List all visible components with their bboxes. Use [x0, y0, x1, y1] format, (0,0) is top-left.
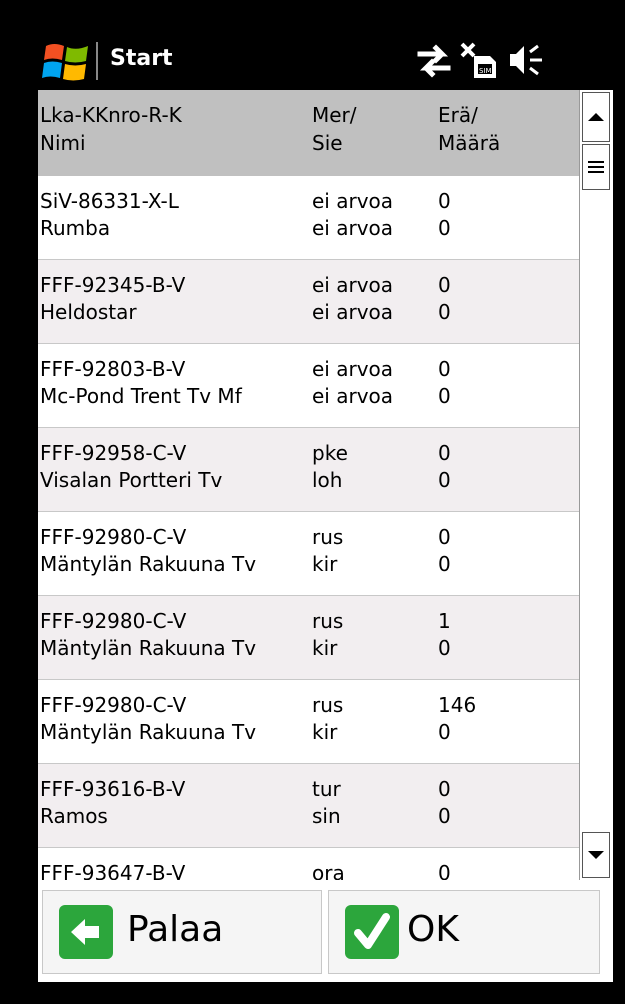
item-name: Mäntylän Rakuuna Tv — [40, 552, 257, 576]
scroll-down-button[interactable] — [582, 832, 610, 878]
item-sie: kir — [312, 636, 338, 660]
item-code: FFF-93616-B-V — [40, 777, 186, 801]
scrollbar[interactable] — [579, 90, 613, 880]
list-item[interactable] — [38, 680, 579, 764]
item-mer: rus — [312, 525, 344, 549]
item-name: Mäntylän Rakuuna Tv — [40, 636, 257, 660]
title-bar — [38, 32, 613, 90]
item-maara: 0 — [438, 468, 451, 492]
item-maara: 0 — [438, 384, 451, 408]
item-era: 0 — [438, 357, 451, 381]
item-code: FFF-93647-B-V — [40, 861, 186, 880]
item-era: 1 — [438, 609, 451, 633]
item-sie: kir — [312, 552, 338, 576]
list-item[interactable] — [38, 176, 579, 260]
item-name: Heldostar — [40, 300, 137, 324]
item-code: FFF-92980-C-V — [40, 693, 187, 717]
item-sie: kir — [312, 720, 338, 744]
speaker-icon[interactable] — [508, 42, 546, 78]
no-sim-icon[interactable] — [460, 42, 498, 80]
item-era: 146 — [438, 693, 477, 717]
item-mer: rus — [312, 693, 344, 717]
item-era: 0 — [438, 861, 451, 880]
item-name: Mc-Pond Trent Tv Mf — [40, 384, 242, 408]
header-maara: Määrä — [438, 131, 501, 155]
arrow-down-icon — [583, 833, 609, 877]
item-mer: ei arvoa — [312, 357, 394, 381]
title-separator — [96, 42, 98, 80]
back-arrow-icon — [59, 905, 113, 959]
item-era: 0 — [438, 525, 451, 549]
item-code: FFF-92803-B-V — [40, 357, 186, 381]
windows-logo-icon[interactable] — [40, 40, 92, 84]
svg-text:SIM: SIM — [479, 67, 492, 75]
item-code: FFF-92980-C-V — [40, 525, 187, 549]
item-maara: 0 — [438, 552, 451, 576]
list-item[interactable] — [38, 596, 579, 680]
scroll-up-button[interactable] — [582, 92, 610, 142]
item-sie: ei arvoa — [312, 300, 394, 324]
item-maara: 0 — [438, 216, 451, 240]
app-title[interactable]: Start — [110, 46, 173, 71]
ok-button[interactable] — [328, 890, 600, 974]
item-maara: 0 — [438, 300, 451, 324]
item-sie: loh — [312, 468, 343, 492]
list-item[interactable] — [38, 512, 579, 596]
item-name: Mäntylän Rakuuna Tv — [40, 720, 257, 744]
item-era: 0 — [438, 189, 451, 213]
ok-button-label: OK — [407, 909, 459, 950]
item-name: Ramos — [40, 804, 108, 828]
item-maara: 0 — [438, 720, 451, 744]
header-name: Nimi — [40, 131, 86, 155]
item-mer: rus — [312, 609, 344, 633]
list-item[interactable] — [38, 260, 579, 344]
back-button[interactable] — [42, 890, 322, 974]
list-header — [38, 90, 579, 176]
item-maara: 0 — [438, 636, 451, 660]
item-mer: pke — [312, 441, 348, 465]
item-mer: ei arvoa — [312, 189, 394, 213]
item-mer: tur — [312, 777, 341, 801]
item-sie: sin — [312, 804, 341, 828]
item-mer: ora — [312, 861, 345, 880]
scroll-thumb[interactable] — [582, 144, 610, 190]
item-code: SiV-86331-X-L — [40, 189, 179, 213]
header-era: Erä/ — [438, 103, 478, 127]
item-code: FFF-92980-C-V — [40, 609, 187, 633]
item-code: FFF-92958-C-V — [40, 441, 187, 465]
header-code: Lka-KKnro-R-K — [40, 103, 182, 127]
header-sie: Sie — [312, 131, 343, 155]
item-era: 0 — [438, 441, 451, 465]
item-sie: ei arvoa — [312, 384, 394, 408]
dog-list[interactable] — [38, 90, 579, 880]
header-mer: Mer/ — [312, 103, 357, 127]
back-button-label: Palaa — [127, 909, 224, 950]
arrow-up-icon — [583, 93, 609, 141]
checkmark-icon — [345, 905, 399, 959]
list-item[interactable] — [38, 344, 579, 428]
grip-lines-icon — [583, 145, 609, 189]
list-item[interactable] — [38, 764, 579, 848]
item-era: 0 — [438, 273, 451, 297]
item-era: 0 — [438, 777, 451, 801]
item-code: FFF-92345-B-V — [40, 273, 186, 297]
item-mer: ei arvoa — [312, 273, 394, 297]
button-bar — [38, 880, 613, 982]
list-item[interactable] — [38, 428, 579, 512]
main-panel — [38, 90, 613, 982]
list-item[interactable] — [38, 848, 579, 880]
item-maara: 0 — [438, 804, 451, 828]
sync-arrows-icon[interactable] — [416, 42, 452, 78]
item-sie: ei arvoa — [312, 216, 394, 240]
item-name: Visalan Portteri Tv — [40, 468, 223, 492]
item-name: Rumba — [40, 216, 111, 240]
